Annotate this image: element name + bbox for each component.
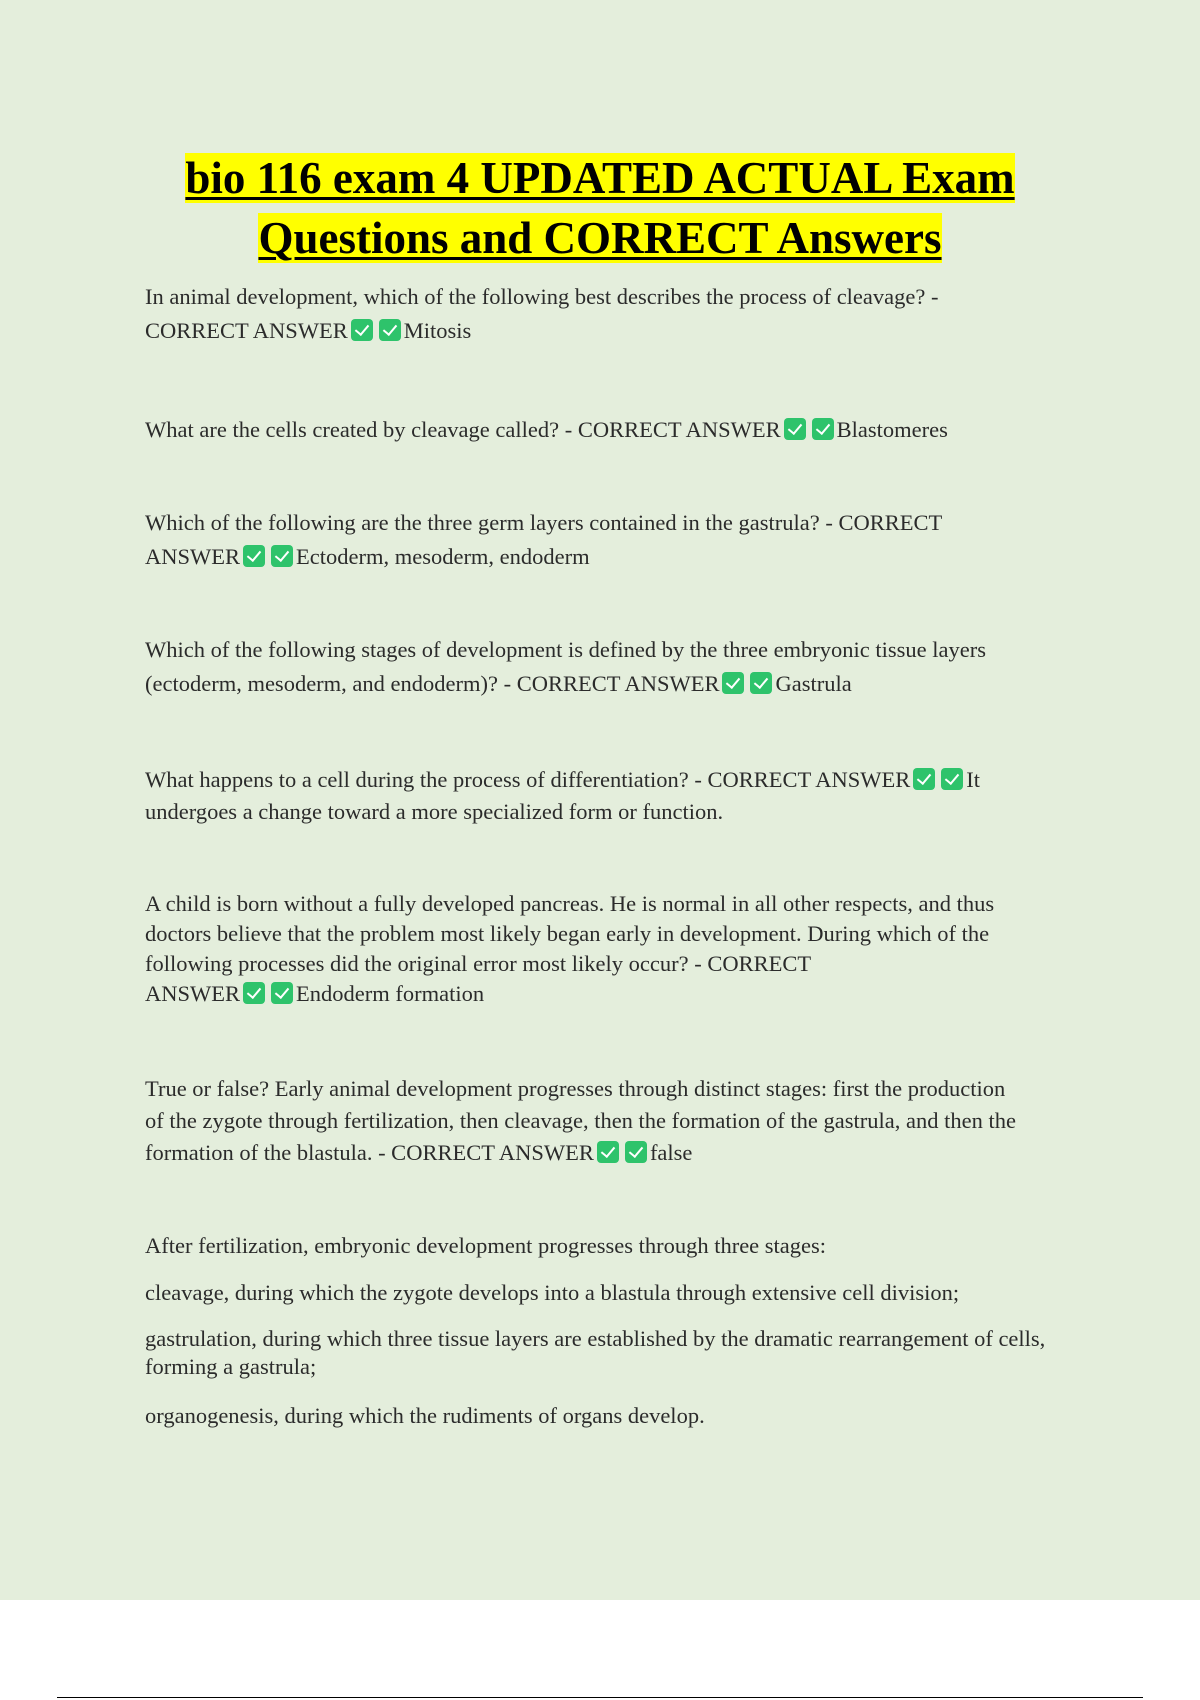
summary-paragraph: After fertilization, embryonic development progresses through three stages: <box>145 1233 827 1258</box>
qa-text: doctors believe that the problem most likely began early in development. During which of the <box>145 921 990 946</box>
answer-text: Blastomeres <box>836 417 948 442</box>
qa-item <box>145 889 1085 1009</box>
answer-text: Gastrula <box>775 671 852 696</box>
qa-text: following processes did the original error most likely occur? - CORRECT <box>145 951 812 976</box>
qa-line <box>145 889 1085 919</box>
qa-item <box>145 280 1085 348</box>
summary-paragraph: organogenesis, during which the rudiments of organs develop. <box>145 1403 705 1428</box>
qa-text: What are the cells created by cleavage called? - CORRECT ANSWER <box>145 417 781 442</box>
summary-paragraph: gastrulation, during which three tissue layers are established by the dramatic rearrangement of cells, forming a gastrula; <box>145 1326 1046 1379</box>
qa-text: In animal development, which of the following best describes the process of cleavage? - <box>145 284 939 309</box>
qa-line <box>145 314 1085 348</box>
qa-line <box>145 764 1085 796</box>
qa-line <box>145 1137 1085 1169</box>
qa-text: ANSWER <box>145 544 240 569</box>
qa-text: A child is born without a fully developed pancreas. He is normal in all other respects, and thus <box>145 891 995 916</box>
title-line-2: Questions and CORRECT Answers <box>258 213 942 263</box>
answer-text: Mitosis <box>403 318 472 343</box>
qa-text: Which of the following stages of development is defined by the three embryonic tissue layers <box>145 637 987 662</box>
title-line-1: bio 116 exam 4 UPDATED ACTUAL Exam <box>185 153 1015 203</box>
document-title <box>0 148 1200 268</box>
qa-text: True or false? Early animal development progresses through distinct stages: first the production <box>145 1076 1006 1101</box>
check-box-icon <box>625 1141 647 1163</box>
check-box-icon <box>812 418 834 440</box>
qa-text: ANSWER <box>145 981 240 1006</box>
check-box-icon <box>243 982 265 1004</box>
footer-divider <box>57 1697 1143 1698</box>
check-box-icon <box>722 672 744 694</box>
qa-text: CORRECT ANSWER <box>145 318 348 343</box>
check-box-icon <box>597 1141 619 1163</box>
answer-text: Endoderm formation <box>296 981 485 1006</box>
qa-line <box>145 979 1085 1009</box>
qa-line <box>145 280 1085 314</box>
qa-item <box>145 413 1085 447</box>
qa-line <box>145 506 1085 540</box>
check-box-icon <box>379 319 401 341</box>
qa-line <box>145 540 1085 574</box>
check-box-icon <box>271 982 293 1004</box>
answer-text: It <box>966 767 981 792</box>
qa-text: undergoes a change toward a more specialized form or function. <box>145 799 724 824</box>
qa-text: (ectoderm, mesoderm, and endoderm)? - CORRECT ANSWER <box>145 671 720 696</box>
qa-item <box>145 764 1085 828</box>
qa-line <box>145 667 1085 701</box>
qa-item <box>145 506 1085 574</box>
qa-text: What happens to a cell during the process of differentiation? - CORRECT ANSWER <box>145 767 911 792</box>
answer-text: Ectoderm, mesoderm, endoderm <box>296 544 590 569</box>
qa-text: of the zygote through fertilization, then cleavage, then the formation of the gastrula, and then the <box>145 1108 1016 1133</box>
qa-item <box>145 633 1085 701</box>
qa-line <box>145 796 1085 828</box>
qa-line <box>145 633 1085 667</box>
qa-line <box>145 949 1085 979</box>
check-box-icon <box>243 545 265 567</box>
check-box-icon <box>913 768 935 790</box>
qa-line <box>145 1073 1085 1105</box>
qa-text: Which of the following are the three germ layers contained in the gastrula? - CORRECT <box>145 510 943 535</box>
qa-text: formation of the blastula. - CORRECT ANSWER <box>145 1140 594 1165</box>
qa-line <box>145 413 1085 447</box>
check-box-icon <box>941 768 963 790</box>
check-box-icon <box>351 319 373 341</box>
qa-line <box>145 919 1085 949</box>
summary-paragraph: cleavage, during which the zygote develops into a blastula through extensive cell division; <box>145 1280 960 1305</box>
qa-line <box>145 1105 1085 1137</box>
qa-item <box>145 1073 1085 1169</box>
check-box-icon <box>784 418 806 440</box>
check-box-icon <box>750 672 772 694</box>
answer-text: false <box>649 1140 693 1165</box>
check-box-icon <box>271 545 293 567</box>
